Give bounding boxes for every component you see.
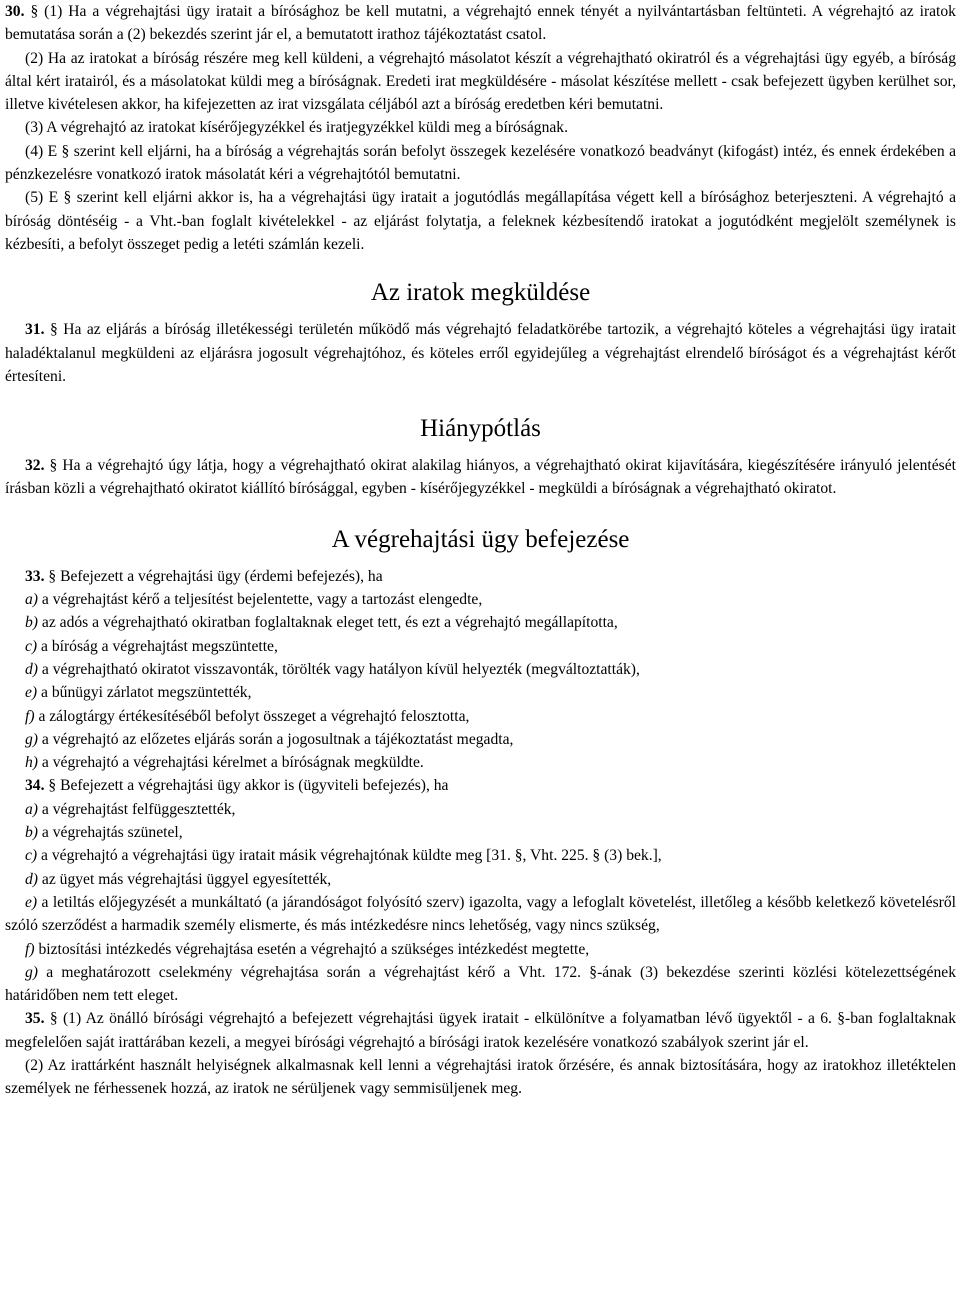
list-item [5, 751, 956, 774]
list-item-text: az ügyet más végrehajtási üggyel egyesítették, [41, 870, 332, 888]
list-item [5, 681, 956, 704]
list-item-label: d) [25, 660, 38, 678]
list-item-label: d) [25, 870, 38, 888]
list-item-text: a végrehajtás szünetel, [41, 824, 183, 842]
list-item [5, 938, 956, 961]
section-sign-icon: § [30, 3, 39, 20]
list-item-text: a meghatározott cselekmény végrehajtása során a végrehajtást kérő a Vht. 172. §-ának (3) bekezdése szerinti közlési kötelezettségének határidőben nem tett eleget. [5, 963, 956, 1005]
section-number: 32. [25, 457, 45, 475]
section-34-intro [5, 774, 956, 797]
list-item [5, 705, 956, 728]
section-number: 30. [5, 3, 25, 20]
list-item [5, 635, 956, 658]
list-item [5, 798, 956, 821]
list-item-label: g) [25, 963, 38, 981]
list-item-text: a végrehajtást felfüggesztették, [41, 800, 236, 818]
section-number: 35. [25, 1010, 45, 1028]
list-item-label: e) [25, 684, 38, 702]
list-item-label: h) [25, 754, 38, 772]
section-number: 34. [25, 777, 45, 795]
list-item-text: a végrehajtást kérő a teljesítést bejelentette, vagy a tartozást elengedte, [41, 591, 483, 609]
list-item-text: a bíróság a végrehajtást megszüntette, [41, 637, 278, 655]
section-35-paragraph-1 [5, 1007, 956, 1054]
list-item [5, 728, 956, 751]
list-item-text: az adós a végrehajtható okiratban foglaltaknak eleget tett, és ezt a végrehajtó megállapította, [41, 614, 618, 632]
list-item-text: a zálogtárgy értékesítéséből befolyt összeget a végrehajtó felosztotta, [38, 707, 470, 725]
list-item-text: a végrehajtó a végrehajtási kérelmet a bíróságnak megküldte. [41, 754, 424, 772]
document-page [5, 0, 956, 1101]
list-item [5, 821, 956, 844]
list-item [5, 961, 956, 1008]
list-item-text: a végrehajtható okiratot visszavonták, törölték vagy hatályon kívül helyezték (megváltoztatták), [41, 660, 640, 678]
paragraph-text: Ha a végrehajtó úgy látja, hogy a végrehajtható okirat alakilag hiányos, a végrehajtható okirat kijavítására, kiegészítésére irányuló jelentését írásban közli a végrehajtható okiratot kiállító bírósággal, egyben - kísérőjegyzékkel - megküldi a bíróságnak a végrehajtható okiratot. [5, 457, 957, 498]
list-item-label: a) [25, 800, 38, 818]
section-number: 31. [25, 321, 45, 339]
section-30-paragraph-2: (2) Ha az iratokat a bíróság részére meg kell küldeni, a végrehajtó másolatot készít a végrehajtható okiratról és a végrehajtási ügy egyéb, a bíróság által kért iratairól, és a másolatokat küldi meg a bíróságnak. Eredeti irat megküldésére - másolat készítése mellett - csak befejezett ügyben kerülhet sor, illetve kivételesen akkor, ha kifejezetten az irat vizsgálata céljából azt a bíróság eredetben kéri bemutatni. [5, 49, 956, 114]
section-sign-icon: § [49, 321, 58, 339]
paragraph-text: (1) Az önálló bírósági végrehajtó a befejezett végrehajtási ügyek iratait - elkülönítve a folyamatban lévő ügyektől - a 6. §-ban foglaltaknak megfelelően saját irattárában kezeli, a megyei bírósági végrehajtó a bírósági iratok kezelésére vonatkozó szabályok szerint jár el. [5, 1010, 957, 1051]
list-item-label: a) [25, 591, 38, 609]
section-30-paragraph-3: (3) A végrehajtó az iratokat kísérőjegyzékkel és iratjegyzékkel küldi meg a bíróságnak. [25, 119, 568, 137]
list-item-text: a végrehajtó az előzetes eljárás során a jogosultnak a tájékoztatást megadta, [41, 730, 514, 748]
list-item [5, 588, 956, 611]
list-item-text: a letiltás előjegyzését a munkáltató (a járandóságot folyósító szerv) igazolta, vagy a lefoglalt követelést, illetőleg a később keletkező követelésről szóló szerződést a harmadik személy elismerte, és más intézkedésre nincs lehetőség, vagy nincs szükség, [5, 893, 956, 935]
list-item-label: e) [25, 893, 38, 911]
paragraph-text: Befejezett a végrehajtási ügy (érdemi befejezés), ha [60, 567, 383, 585]
list-item-label: c) [25, 847, 38, 865]
list-item [5, 868, 956, 891]
list-item-label: f) [25, 940, 35, 958]
section-30-paragraph-4: (4) E § szerint kell eljárni, ha a bíróság a végrehajtás során befolyt összegek kezelésére vonatkozó beadványt (kifogást) intéz, és ennek érdekében a pénzkezelésre vonatkozó iratok másolatát kéri a végrehajtótól bemutatni. [5, 142, 956, 184]
heading-iratok-megkuldese: Az iratok megküldése [370, 279, 591, 307]
list-item-label: c) [25, 637, 38, 655]
list-item [5, 844, 956, 867]
list-item [5, 891, 956, 938]
list-item-text: biztosítási intézkedés végrehajtása esetén a végrehajtó a szükséges intézkedést megtette, [38, 940, 590, 958]
section-31-paragraph [5, 318, 956, 388]
section-sign-icon: § [49, 1010, 58, 1028]
section-35-paragraph-2: (2) Az irattárként használt helyiségnek alkalmasnak kell lenni a végrehajtási iratok őrzésére, és annak biztosítására, hogy az iratokhoz illetéktelen személyek ne férhessenek hozzá, az iratok ne sérüljenek vagy semmisüljenek meg. [5, 1056, 956, 1098]
paragraph-text: (1) Ha a végrehajtási ügy iratait a bírósághoz be kell mutatni, a végrehajtó ennek tényét a nyilvántartásban feltünteti. A végrehajtó az iratok bemutatása során a (2) bekezdés szerint jár el, a bemutatott irathoz tájékoztatást csatol. [5, 3, 956, 44]
list-item-label: b) [25, 614, 38, 632]
list-item-label: f) [25, 707, 35, 725]
section-33-intro [5, 565, 956, 588]
list-item [5, 658, 956, 681]
list-item-label: b) [25, 824, 38, 842]
section-30-paragraph-1 [5, 0, 956, 47]
list-item-text: a bűnügyi zárlatot megszüntették, [41, 684, 252, 702]
section-sign-icon: § [49, 457, 58, 475]
section-30-paragraph-5: (5) E § szerint kell eljárni akkor is, ha a végrehajtási ügy iratait a jogutódlás megállapítása végett kell a bírósághoz beterjeszteni. A végrehajtó a bíróság döntéséig - a Vht.-ban foglalt kivételekkel - az eljárást folytatja, a feleknek kézbesítendő iratokat a jogutódként megjelölt személynek is kézbesíti, a befolyt összeget pedig a letéti számlán kezeli. [5, 189, 956, 253]
section-sign-icon: § [48, 567, 57, 585]
section-32-paragraph [5, 454, 956, 501]
list-item-text: a végrehajtó a végrehajtási ügy iratait másik végrehajtónak küldte meg [31. §, Vht. 225. § (3) bek.], [41, 847, 662, 865]
section-number: 33. [25, 567, 45, 585]
heading-vegrehajtasi-ugy-befejezese: A végrehajtási ügy befejezése [331, 525, 630, 553]
paragraph-text: Befejezett a végrehajtási ügy akkor is (ügyviteli befejezés), ha [60, 777, 449, 795]
heading-hianypotlas: Hiánypótlás [420, 415, 541, 443]
list-item [5, 611, 956, 634]
paragraph-text: Ha az eljárás a bíróság illetékességi területén működő más végrehajtó feladatkörébe tartozik, a végrehajtó köteles a végrehajtási ügy iratait haladéktalanul megküldeni az eljárásra jogosult végrehajtóhoz, és köteles erről egyidejűleg a végrehajtást elrendelő bíróságot és a végrehajtást kérőt értesíteni. [5, 321, 956, 385]
list-item-label: g) [25, 730, 38, 748]
section-sign-icon: § [48, 777, 57, 795]
